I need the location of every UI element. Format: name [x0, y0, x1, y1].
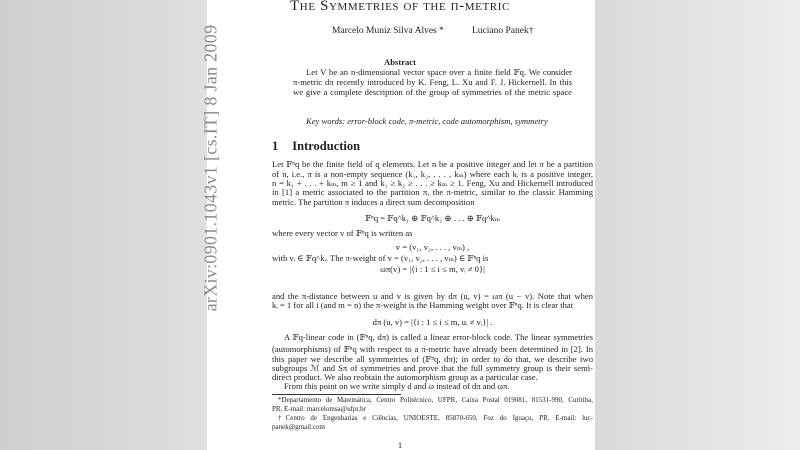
- paper-title: The Symmetries of the π-metric: [290, 0, 510, 14]
- abstract-line: π-metric dπ recently introduced by K. Feng, L. Xu and F. J. Hickernell. In this: [293, 78, 572, 87]
- abstract-line: we give a complete description of the group of symmetries of the metric space: [293, 88, 572, 97]
- equation: dπ (u, v) = |{i : 1 ≤ i ≤ m, uᵢ ≠ vᵢ}| .: [372, 317, 493, 327]
- body-line: kᵢ = 1 for all i (and m = n) the π-weight is the Hamming weight over 𝔽ⁿq. It is clear that: [272, 300, 574, 310]
- body-line: n = k₁ + . . . + kₘ, m ≥ 1 and k₁ ≥ k₂ ≥ . . . ≥ kₘ ≥ 1. Feng, Xu and Hickernell introduced: [272, 179, 593, 188]
- viewer-background: [595, 0, 800, 450]
- footnote-rule: [272, 394, 401, 395]
- keywords: Key words: error-block code, π-metric, code automorphism, symmetry: [306, 116, 548, 126]
- body-line: From this point on we write simply d and ω instead of dπ and ωπ.: [284, 381, 510, 391]
- footnote: panek@gmail.com: [272, 423, 325, 431]
- footnote: PR, E-mail: marcelomsa@ufpr.br: [272, 405, 366, 413]
- abstract-heading: Abstract: [384, 57, 416, 67]
- equation: 𝔽ⁿq = 𝔽q^k₁ ⊕ 𝔽q^k₂ ⊕ . . . ⊕ 𝔽q^kₘ: [365, 213, 500, 223]
- equation: v = (v₁, v₂, . . . , vₘ) ,: [395, 242, 470, 252]
- equation: ωπ(v) = |{i : 1 ≤ i ≤ m, vᵢ ≠ 0}|: [380, 264, 485, 274]
- footnote: *Departamento de Matemática, Centro Politécnico, UFPR, Caixa Postal 019081, 81531-990, Curitiba,: [278, 396, 593, 404]
- body-line: A 𝔽q-linear code in (𝔽ⁿq, dπ) is called a linear error-block code. The linear symmetries: [284, 333, 593, 342]
- body-line: direct product. We also reobtain the automorphism group as a particular case.: [272, 372, 538, 382]
- arxiv-stamp: arXiv:0901.1043v1 [cs.IT] 8 Jan 2009: [200, 24, 221, 312]
- body-line: and the π-distance between u and v is given by dπ (u, v) = ωπ (u − v). Note that when: [272, 292, 593, 301]
- section-number: 1: [272, 139, 279, 153]
- body-line: subgroups ℳ and Sπ of symmetries and prove that the full symmetry group is their semi-: [272, 364, 593, 373]
- section-heading: [272, 139, 374, 153]
- body-line: (automorphisms) of 𝔽ⁿq with respect to a π-metric have already been determined in [2]. In: [272, 345, 593, 354]
- abstract-line: Let V be an n-dimensional vector space over a finite field 𝔽q. We consider: [306, 68, 572, 77]
- footnote: †Centro de Engenharias e Ciências, UNIOESTE, 85870-650, Foz do Iguaçu, PR. E-mail: luc-: [278, 414, 593, 422]
- page-number: 1: [397, 440, 403, 450]
- author-2: Luciano Panek†: [472, 26, 534, 36]
- author-1: Marcelo Muniz Silva Alves *: [332, 26, 444, 36]
- body-line: in [1] a metric associated to the partition π, the π-metric, similar to the classic Hamming: [272, 188, 593, 197]
- section-title: Introduction: [292, 139, 361, 153]
- body-line: metric. The partition π induces a direct sum decomposition: [272, 197, 475, 207]
- body-line: where every vector v of 𝔽ⁿq is written as: [272, 228, 413, 238]
- body-line: Let 𝔽ⁿq be the finite field of q elements. Let n be a positive integer and let π be a partition: [272, 160, 593, 169]
- body-line: with vᵢ ∈ 𝔽q^kᵢ. The π-weight of v = (v₁, v₂, . . . , vₘ) ∈ 𝔽ⁿq is: [272, 253, 489, 263]
- body-line: this paper we describe all symmetries of (𝔽ⁿq, dπ); in order to do that, we describe two: [272, 355, 593, 364]
- body-line: of n, i.e., π is a non-empty sequence (k₁, k₂, . . . , kₘ) where each kᵢ is a positive integer,: [272, 170, 593, 179]
